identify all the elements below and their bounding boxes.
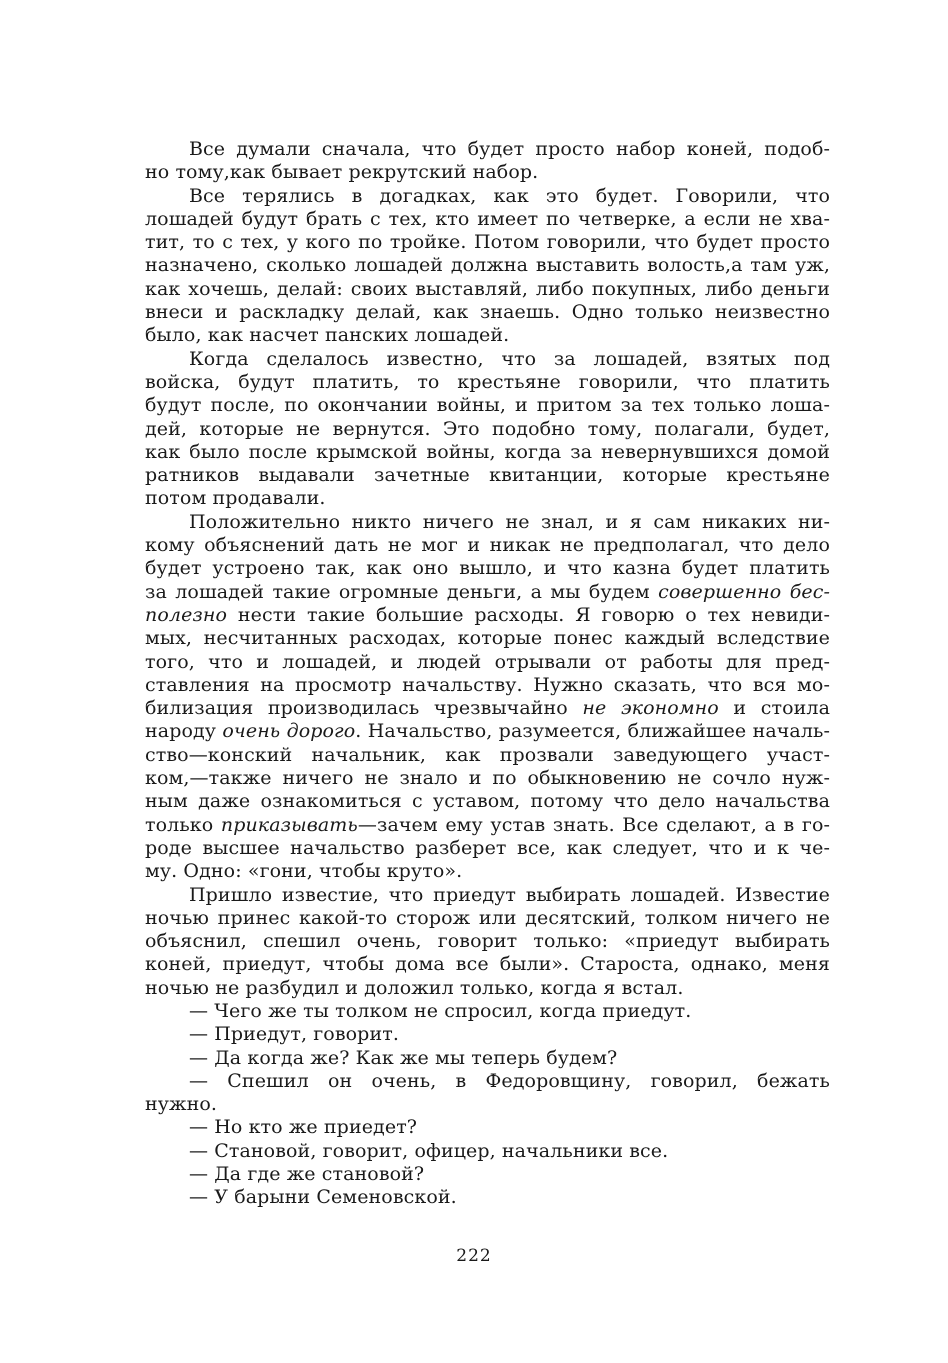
line-text: только bbox=[145, 813, 221, 836]
line-text: — Да когда же? Как же мы теперь будем? bbox=[189, 1046, 618, 1069]
line-text: ным даже ознакомиться с уставом, потому что дело начальства bbox=[145, 790, 830, 813]
emphasis-text: не экономно bbox=[582, 697, 719, 720]
line-text: нести такие большие расходы. Я говорю о тех невиди- bbox=[227, 603, 830, 626]
text-line bbox=[145, 884, 830, 907]
line-text: ство—конский начальник, как прозвали заведующего участ- bbox=[145, 743, 830, 766]
line-text: войска, будут платить, то крестьяне говорили, что платить bbox=[145, 370, 830, 393]
line-text: Все терялись в догадках, как это будет. Говорили, что bbox=[189, 184, 830, 207]
line-text: роде высшее начальство разберет все, как следует, что и к че- bbox=[145, 836, 830, 859]
text-line bbox=[145, 534, 830, 557]
body-text bbox=[145, 138, 830, 1210]
line-text: — Становой, говорит, офицер, начальники все. bbox=[189, 1139, 669, 1162]
text-line bbox=[145, 161, 830, 184]
line-text: —зачем ему устав знать. Все сделают, а в го- bbox=[357, 813, 830, 836]
text-line bbox=[145, 1186, 830, 1209]
text-line bbox=[145, 487, 830, 510]
text-line bbox=[145, 441, 830, 464]
line-text: ставления на просмотр начальству. Нужно сказать, что вся мо- bbox=[145, 673, 830, 696]
text-line bbox=[145, 930, 830, 953]
text-line bbox=[145, 511, 830, 534]
line-text: потом продавали. bbox=[145, 487, 326, 510]
line-text: за лошадей такие огромные деньги, а мы будем bbox=[145, 580, 659, 603]
line-text: дей, которые не вернутся. Это подобно тому, полагали, будет, bbox=[145, 417, 830, 440]
text-line bbox=[145, 301, 830, 324]
text-line bbox=[145, 837, 830, 860]
text-line bbox=[145, 557, 830, 580]
text-line bbox=[145, 977, 830, 1000]
line-text: — У барыни Семеновской. bbox=[189, 1186, 457, 1209]
text-line bbox=[145, 324, 830, 347]
text-line bbox=[145, 674, 830, 697]
line-text: . Начальство, разумеется, ближайшее началь- bbox=[355, 720, 830, 743]
text-line bbox=[145, 464, 830, 487]
line-text: ночью не разбудил и доложил только, когда я встал. bbox=[145, 976, 684, 999]
line-text: ночью принес какой-то сторож или десятский, толком ничего не bbox=[145, 906, 830, 929]
line-text: Положительно никто ничего не знал, и я сам никаких ни- bbox=[189, 510, 830, 533]
line-text: Когда сделалось известно, что за лошадей, взятых под bbox=[189, 347, 830, 370]
text-line bbox=[145, 254, 830, 277]
emphasis-text: полезно bbox=[145, 603, 228, 626]
line-text: — Чего же ты толком не спросил, когда приедут. bbox=[189, 999, 692, 1022]
line-text: объяснил, спешил очень, говорит только: «приедут выбирать bbox=[145, 930, 830, 953]
text-line bbox=[145, 767, 830, 790]
text-line bbox=[145, 1000, 830, 1023]
page-number: 222 bbox=[456, 1246, 492, 1266]
line-text: тит, то с тех, у кого по тройке. Потом говорили, что будет просто bbox=[145, 231, 830, 254]
text-line bbox=[145, 1140, 830, 1163]
text-line bbox=[145, 1023, 830, 1046]
line-text: ратников выдавали зачетные квитанции, которые крестьяне bbox=[145, 464, 830, 487]
line-text: внеси и раскладку делай, как знаешь. Одно только неизвестно bbox=[145, 301, 830, 324]
text-line bbox=[145, 185, 830, 208]
text-line bbox=[145, 371, 830, 394]
line-text: было, как насчет панских лошадей. bbox=[145, 324, 510, 347]
text-line bbox=[145, 720, 830, 743]
line-text: но тому,как бывает рекрутский набор. bbox=[145, 161, 539, 184]
text-line bbox=[145, 627, 830, 650]
text-line bbox=[145, 860, 830, 883]
text-line bbox=[145, 1047, 830, 1070]
line-text: — Спешил он очень, в Федоровщину, говорил, бежать bbox=[189, 1069, 830, 1092]
text-line bbox=[145, 1093, 830, 1116]
line-text: коней, приедут, чтобы дома все были». Староста, однако, меня bbox=[145, 953, 830, 976]
text-line bbox=[145, 348, 830, 371]
line-text: мых, несчитанных расходах, которые понес каждый вследствие bbox=[145, 627, 830, 650]
line-text: — Да где же становой? bbox=[189, 1163, 425, 1186]
text-line bbox=[145, 744, 830, 767]
text-line bbox=[145, 790, 830, 813]
line-text: билизация производилась чрезвычайно bbox=[145, 697, 583, 720]
line-text: лошадей будут брать с тех, кто имеет по четверке, а если не хва- bbox=[145, 207, 830, 230]
line-text: и стоила bbox=[718, 697, 830, 720]
text-line bbox=[145, 604, 830, 627]
line-text: му. Одно: «гони, чтобы круто». bbox=[145, 860, 463, 883]
text-line bbox=[145, 278, 830, 301]
text-line bbox=[145, 1070, 830, 1093]
line-text: того, что и лошадей, и людей отрывали от работы для пред- bbox=[145, 650, 830, 673]
line-text: нужно. bbox=[145, 1093, 218, 1116]
text-line bbox=[145, 394, 830, 417]
line-text: будут после, по окончании войны, и притом за тех только лоша- bbox=[145, 394, 830, 417]
text-line bbox=[145, 697, 830, 720]
line-text: народу bbox=[145, 720, 223, 743]
line-text: как было после крымской войны, когда за невернувшихся домой bbox=[145, 440, 830, 463]
line-text: кому объяснений дать не мог и никак не предполагал, что дело bbox=[145, 534, 830, 557]
text-line bbox=[145, 138, 830, 161]
text-line bbox=[145, 953, 830, 976]
line-text: — Приедут, говорит. bbox=[189, 1023, 399, 1046]
line-text: — Но кто же приедет? bbox=[189, 1116, 418, 1139]
line-text: Пришло известие, что приедут выбирать лошадей. Известие bbox=[189, 883, 830, 906]
line-text: будет устроено так, как оно вышло, и что казна будет платить bbox=[145, 557, 830, 580]
line-text: ком,—также ничего не знало и по обыкновению не сочло нуж- bbox=[145, 767, 830, 790]
line-text: как хочешь, делай: своих выставляй, либо покупных, либо деньги bbox=[145, 277, 830, 300]
emphasis-text: очень дорого bbox=[222, 720, 356, 743]
text-line bbox=[145, 1163, 830, 1186]
text-line bbox=[145, 208, 830, 231]
text-line bbox=[145, 1116, 830, 1139]
text-line bbox=[145, 651, 830, 674]
text-line bbox=[145, 231, 830, 254]
text-line bbox=[145, 581, 830, 604]
emphasis-text: совершенно бес- bbox=[658, 580, 830, 603]
line-text: Все думали сначала, что будет просто набор коней, подоб- bbox=[189, 138, 830, 160]
emphasis-text: приказывать bbox=[220, 813, 358, 836]
line-text: назначено, сколько лошадей должна выставить волость,а там уж, bbox=[145, 254, 830, 277]
text-line bbox=[145, 418, 830, 441]
text-line bbox=[145, 814, 830, 837]
text-line bbox=[145, 907, 830, 930]
